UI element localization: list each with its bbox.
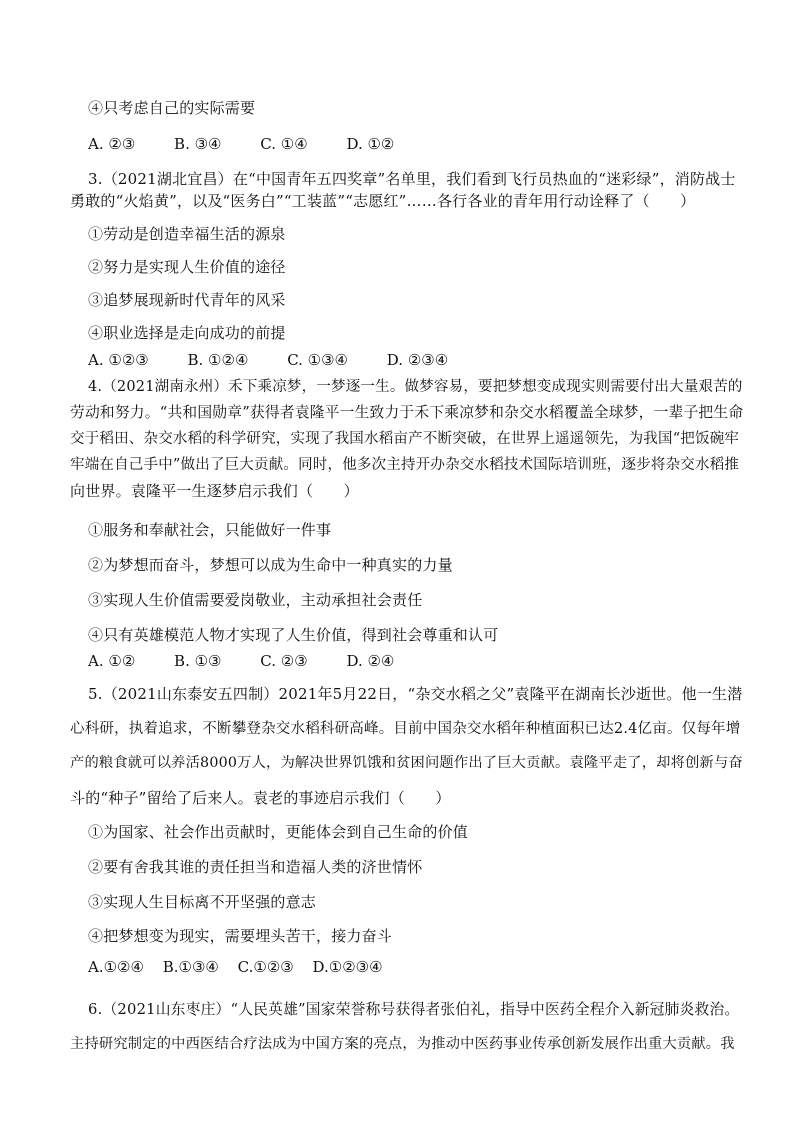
q4-choice-a: A. ①② — [88, 652, 136, 670]
q3-choice-b: B. ①②④ — [187, 351, 249, 369]
q5-option-3: ③实现人生目标离不开坚强的意志 — [88, 893, 317, 911]
q2-answer-choices — [88, 134, 428, 154]
q2-option-4: ④只考虑自己的实际需要 — [88, 99, 256, 117]
q3-choice-d: D. ②③④ — [386, 351, 449, 369]
q5-choice-a: A.①②④ — [88, 958, 144, 976]
q4-stem-line-1: 4.（2021湖南永州）禾下乘凉梦，一梦逐一生。做梦容易，要把梦想变成现实则需要付出大量艰苦的 — [88, 379, 743, 395]
q4-option-1: ①服务和奉献社会，只能做好一件事 — [88, 521, 332, 539]
q6-stem-line-2: 主持研究制定的中西医结合疗法成为中国方案的亮点，为推动中医药事业传承创新发展作出重大贡献。我 — [70, 1036, 735, 1052]
q4-choice-c: C. ②③ — [260, 652, 308, 670]
q5-option-4: ④把梦想变为现实，需要埋头苦干，接力奋斗 — [88, 927, 393, 945]
q3-stem-line-2: 勇敢的“火焰黄”，以及“医务白”“工装蓝”“志愿红”……各行各业的青年用行动诠释了（ ） — [70, 192, 696, 210]
q6-stem-line-1: 6.（2021山东枣庄）“人民英雄”国家荣誉称号获得者张伯礼，指导中医药全程介入新冠肺炎救治。 — [88, 1001, 740, 1018]
q4-stem-line-5: 向世界。袁隆平一生逐梦启示我们（ ） — [70, 482, 359, 500]
q3-choice-a: A. ①②③ — [88, 351, 149, 369]
q4-choice-d: D. ②④ — [346, 652, 395, 670]
q3-option-2: ②努力是实现人生价值的途径 — [88, 258, 286, 276]
q4-choice-b: B. ①③ — [174, 652, 222, 670]
q2-choice-a: A. ②③ — [88, 135, 136, 153]
q3-option-4: ④职业选择是走向成功的前提 — [88, 324, 286, 342]
q4-option-2: ②为梦想而奋斗，梦想可以成为生命中一种真实的力量 — [88, 556, 453, 574]
q5-stem-line-2: 心科研，执着追求，不断攀登杂交水稻科研高峰。目前中国杂交水稻年种植面积已达2.4亿亩。仅每年增 — [70, 721, 741, 737]
q4-stem-line-4: 牢端在自己手中”做出了巨大贡献。同时，他多次主持开办杂交水稻技术国际培训班，逐步将杂交水稻推 — [70, 457, 740, 473]
q2-choice-c: C. ①④ — [260, 135, 308, 153]
q4-stem-line-2: 劳动和努力。“共和国勋章”获得者袁隆平一生致力于禾下乘凉梦和杂交水稻覆盖全球梦，一辈子把生命 — [70, 404, 744, 421]
q2-choice-b: B. ③④ — [174, 135, 222, 153]
q5-choice-b: B.①③④ — [162, 958, 219, 976]
q5-stem-line-3: 产的粮食就可以养活8000万人，为解决世界饥饿和贫困问题作出了巨大贡献。袁隆平走了，却将创新与奋 — [70, 755, 743, 771]
q2-choice-d: D. ①② — [346, 135, 395, 153]
q5-option-1: ①为国家、社会作出贡献时，更能体会到自己生命的价值 — [88, 823, 469, 841]
q3-answer-choices — [88, 350, 482, 370]
q3-choice-c: C. ①③④ — [287, 351, 349, 369]
q5-answer-choices — [88, 957, 397, 977]
q4-option-4: ④只有英雄模范人物才实现了人生价值，得到社会尊重和认可 — [88, 626, 499, 644]
q3-option-1: ①劳动是创造幸福生活的源泉 — [88, 225, 286, 243]
q4-stem-line-3: 交于稻田、杂交水稻的科学研究，实现了我国水稻亩产不断突破，在世界上遥遥领先，为我国“把饭碗牢 — [70, 431, 740, 447]
q5-choice-c: C.①②③ — [237, 958, 294, 976]
q3-option-3: ③追梦展现新时代青年的风采 — [88, 291, 286, 309]
q5-stem-line-4: 斗的“种子”留给了后来人。袁老的事迹启示我们（ ） — [70, 789, 451, 807]
q4-option-3: ③实现人生价值需要爱岗敬业，主动承担社会责任 — [88, 591, 423, 609]
q5-stem-line-1: 5.（2021山东泰安五四制）2021年5月22日，“杂交水稻之父”袁隆平在湖南长沙逝世。他一生潜 — [88, 685, 743, 703]
q3-stem-line-1: 3.（2021湖北宜昌）在“中国青年五四奖章”名单里，我们看到飞行员热血的“迷彩绿”，消防战士 — [88, 170, 736, 188]
q4-answer-choices — [88, 651, 428, 671]
q5-option-2: ②要有舍我其谁的责任担当和造福人类的济世情怀 — [88, 858, 423, 876]
q5-choice-d: D.①②③④ — [312, 958, 383, 976]
